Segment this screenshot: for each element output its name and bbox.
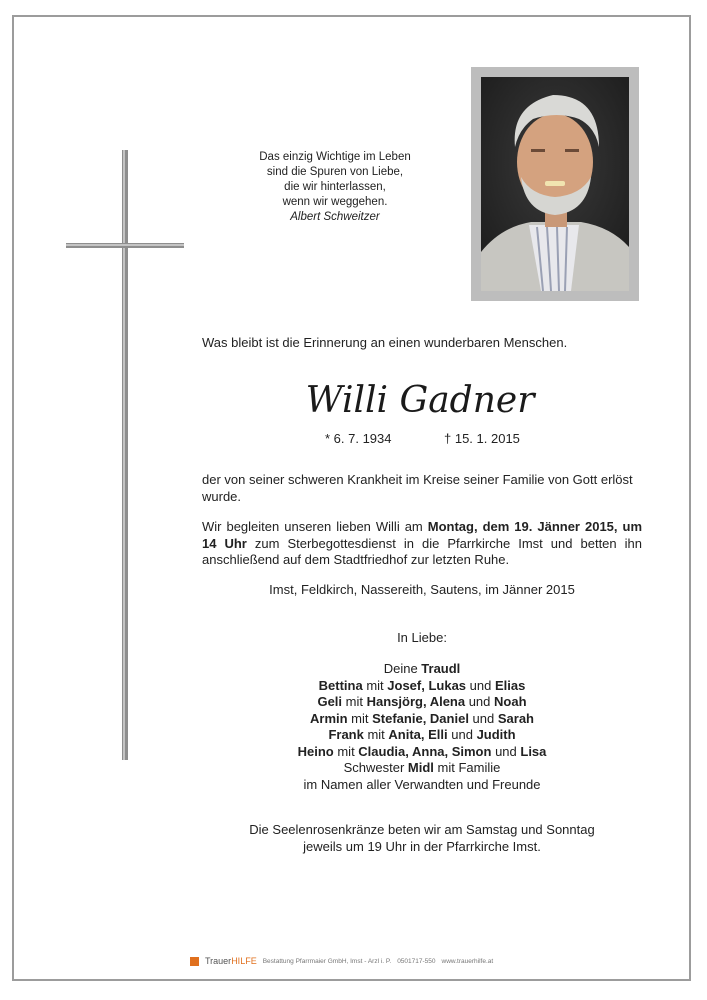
- quote-author: Albert Schweitzer: [290, 211, 380, 223]
- family-line: im Namen aller Verwandten und Freunde: [303, 776, 541, 792]
- lead-sentence: Was bleibt ist die Erinnerung an einen wunderbaren Menschen.: [202, 335, 568, 350]
- passing-paragraph: der von seiner schweren Krankheit im Kreise seiner Familie von Gott erlöst wurde.: [202, 472, 633, 504]
- quote-line: sind die Spuren von Liebe,: [266, 166, 404, 178]
- family-line: Bettina mit Josef, Lukas und Elias: [318, 677, 526, 693]
- portrait-illustration: [481, 77, 629, 291]
- funeral-text-start: Wir begleiten unseren lieben Willi am: [202, 519, 428, 534]
- quote-block: [230, 150, 440, 225]
- family-line: Heino mit Claudia, Anna, Simon und Lisa: [297, 743, 547, 759]
- rosary-line: Die Seelenrosenkränze beten wir am Samstag und Sonntag: [249, 822, 595, 837]
- birth-date: * 6. 7. 1934: [325, 431, 392, 446]
- portrait-frame: [471, 67, 639, 301]
- cross-vertical-bar: [122, 150, 128, 760]
- family-line: Frank mit Anita, Elli und Judith: [328, 727, 516, 742]
- quote-line: Das einzig Wichtige im Leben: [259, 151, 411, 163]
- death-date: † 15. 1. 2015: [444, 431, 520, 446]
- portrait-photo: [481, 77, 629, 291]
- family-line: Deine Traudl: [383, 661, 461, 676]
- cross-horizontal-bar: [66, 243, 184, 248]
- family-list: [202, 661, 642, 793]
- family-line: Schwester Midl mit Familie: [343, 760, 501, 775]
- footer: [190, 954, 530, 968]
- footer-web[interactable]: www.trauerhilfe.at: [441, 957, 494, 965]
- in-love-heading: In Liebe:: [397, 630, 447, 645]
- quote-line: wenn wir weggehen.: [282, 196, 388, 208]
- footer-phone: 0501717-550: [397, 957, 436, 965]
- place-and-date: Imst, Feldkirch, Nassereith, Sautens, im Jänner 2015: [269, 582, 575, 597]
- rosary-line: jeweils um 19 Uhr in der Pfarrkirche Imst.: [303, 838, 541, 854]
- deceased-name: Willi Gadner: [305, 380, 535, 421]
- footer-company: Bestattung Pfarrmaier GmbH, Imst - Arzl i. P.: [262, 957, 392, 965]
- family-line: Geli mit Hansjörg, Alena und Noah: [317, 694, 527, 709]
- funeral-paragraph: [202, 519, 642, 569]
- quote-line: die wir hinterlassen,: [284, 181, 386, 193]
- funeral-text-end: zum Sterbegottesdienst in die Pfarrkirche Imst und betten ihn anschließend auf dem Stadtfriedhof zur letzten Ruhe.: [202, 535, 642, 567]
- family-line: Armin mit Stefanie, Daniel und Sarah: [310, 710, 534, 726]
- trauerhilfe-logo-icon: [190, 957, 199, 966]
- rosary-notice: [202, 822, 642, 855]
- footer-logo-text: TrauerHILFE: [205, 956, 257, 966]
- funeral-date-time: Montag, dem 19. Jänner 2015, um 14 Uhr: [202, 519, 643, 551]
